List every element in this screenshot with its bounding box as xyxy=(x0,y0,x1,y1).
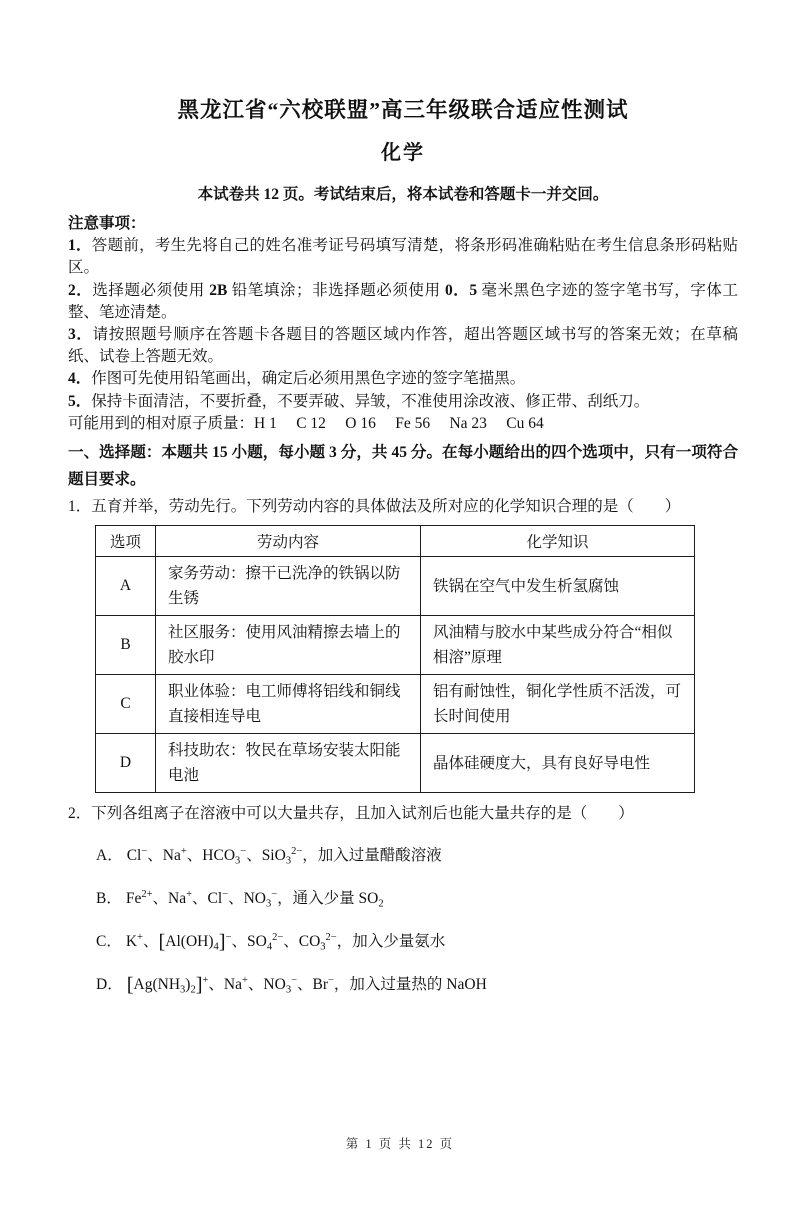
chemistry-knowledge-cell: 铁锅在空气中发生析氢腐蚀 xyxy=(421,557,695,616)
option-label: D． xyxy=(96,976,123,994)
notice-item-5: 5．保持卡面清洁，不要折叠，不要弄破、异皱，不准使用涂改液、修正带、刮纸刀。 xyxy=(68,392,650,410)
subject-title: 化学 xyxy=(381,142,425,164)
table-row-d xyxy=(96,734,695,793)
option-label: B． xyxy=(96,890,122,908)
section-1-heading: 一、选择题：本题共 15 小题，每小题 3 分，共 45 分。在每小题给出的四个选项中，只有一项符合题目要求。 xyxy=(68,444,738,489)
labor-content-cell: 科技助农：牧民在草场安装太阳能电池 xyxy=(156,734,421,793)
notice-item-1: 1．答题前，考生先将自己的姓名准考证号码填写清楚，将条形码准确粘贴在考生信息条形码粘贴区。 xyxy=(68,237,738,277)
table-header-knowledge: 化学知识 xyxy=(421,526,695,557)
question-2-option-c xyxy=(96,929,738,955)
notice-item-4: 4．作图可先使用铅笔画出，确定后必须用黑色字迹的签字笔描黑。 xyxy=(68,370,526,388)
table-header-row xyxy=(96,526,695,557)
table-row-c xyxy=(96,675,695,734)
question-1-stem: 1．五育并举，劳动先行。下列劳动内容的具体做法及所对应的化学知识合理的是（ ） xyxy=(68,498,681,516)
question-2-option-a xyxy=(96,843,738,869)
question-2-stem: 2．下列各组离子在溶液中可以大量共存，且加入试剂后也能大量共存的是（ ） xyxy=(68,805,634,823)
table-row-a xyxy=(96,557,695,616)
chemistry-knowledge-cell: 晶体硅硬度大，具有良好导电性 xyxy=(421,734,695,793)
chemistry-knowledge-cell: 风油精与胶水中某些成分符合“相似相溶”原理 xyxy=(421,616,695,675)
chemistry-knowledge-cell: 铝有耐蚀性，铜化学性质不活泼，可长时间使用 xyxy=(421,675,695,734)
table-row-b xyxy=(96,616,695,675)
option-formula: K+、$[Al(OH)_4]^-$、$SO_4^{2-}$、$CO_3^{2-}$，加入少量氨水 xyxy=(125,931,446,954)
option-label: A． xyxy=(96,847,123,865)
exam-paper-page xyxy=(0,95,800,998)
notice-item-3: 3．请按照题号顺序在答题卡各题目的答题区域内作答，超出答题区域书写的答案无效；在草稿纸、试卷上答题无效。 xyxy=(68,326,738,366)
option-letter: C xyxy=(96,675,156,734)
page-title: 黑龙江省“六校联盟”高三年级联合适应性测试 xyxy=(177,98,629,122)
question-2-option-d xyxy=(96,972,738,998)
page-number-footer: 第 1 页 共 12 页 xyxy=(345,1137,455,1151)
labor-content-cell: 社区服务：使用风油精擦去墙上的胶水印 xyxy=(156,616,421,675)
notice-heading: 注意事项： xyxy=(68,215,146,232)
option-formula: Cl−、Na+、$HCO_3^-$、SiO$_3^{2-}$，加入过量醋酸溶液 xyxy=(126,846,442,867)
option-letter: A xyxy=(96,557,156,616)
option-formula: $Fe^{2+}$、Na+、Cl−、$NO_3^-$，通入少量 $SO_2$ xyxy=(125,889,384,910)
notice-item-2: 2．选择题必须使用 2B 铅笔填涂；非选择题必须使用 0．5 毫米黑色字迹的签字笔书写，字体工整、笔迹清楚。 xyxy=(68,281,738,321)
question-1-table xyxy=(95,525,695,793)
option-formula: $[Ag(NH_3)_2]^+$、Na+、$NO_3^-$、Br−，加入过量热的 NaOH xyxy=(126,974,487,997)
question-2-option-b xyxy=(96,886,738,912)
option-letter: D xyxy=(96,734,156,793)
option-letter: B xyxy=(96,616,156,675)
labor-content-cell: 职业体验：电工师傅将铝线和铜线直接相连导电 xyxy=(156,675,421,734)
labor-content-cell: 家务劳动：擦干已洗净的铁锅以防生锈 xyxy=(156,557,421,616)
table-header-content: 劳动内容 xyxy=(156,526,421,557)
exam-note: 本试卷共 12 页。考试结束后，将本试卷和答题卡一并交回。 xyxy=(197,186,609,203)
atomic-mass-line: 可能用到的相对原子质量：H 1 C 12 O 16 Fe 56 Na 23 Cu 64 xyxy=(68,414,544,432)
option-label: C． xyxy=(96,933,122,951)
table-header-option: 选项 xyxy=(96,526,156,557)
